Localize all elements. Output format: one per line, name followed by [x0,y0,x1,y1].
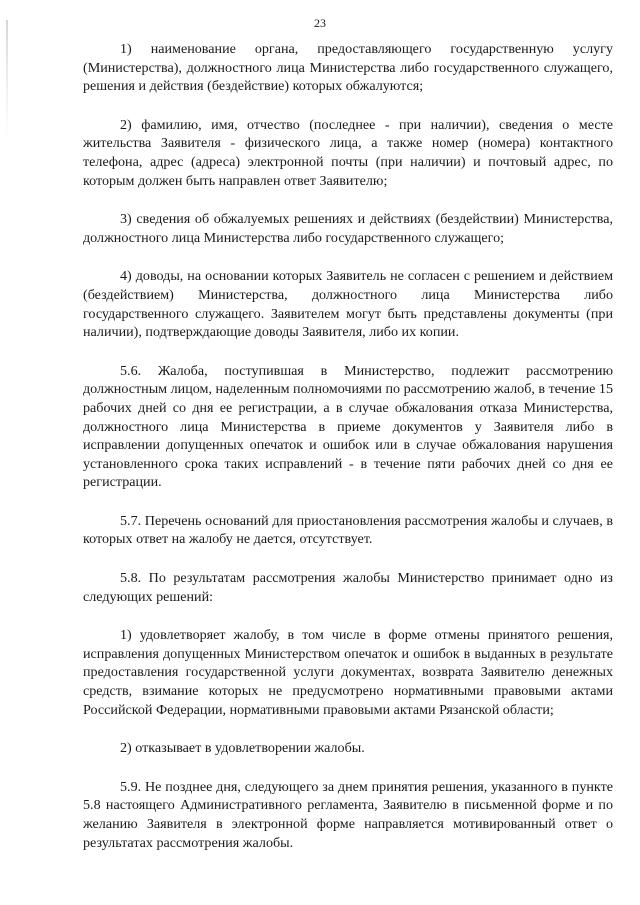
paragraph-5-8-item-1: 1) удовлетворяет жалобу, в том числе в форме отмены принятого решения, исправления допущенных Министерством опечаток и ошибок в выданных в результате предоставления государственной услуги документах, возврата Заявителю денежных средств, взимание которых не предусмотрено нормативными правовыми актами Российской Федерации, нормативными правовыми актами Рязанской области; [83,627,613,718]
paragraph-5-8: 5.8. По результатам рассмотрения жалобы Министерство принимает одно из следующих решений: [83,570,613,605]
paragraph-item-3: 3) сведения об обжалуемых решениях и действиях (бездействии) Министерства, должностного лица Министерства либо государственного служащего; [83,211,613,246]
paragraph-item-2: 2) фамилию, имя, отчество (последнее - при наличии), сведения о месте жительства Заявителя - физического лица, а также номер (номера) контактного телефона, адрес (адреса) электронной почты (при наличии) и почтовый адрес, по которым должен быть направлен ответ Заявителю; [83,116,613,189]
scan-edge-mark [6,20,8,140]
paragraph-5-7: 5.7. Перечень оснований для приостановления рассмотрения жалобы и случаев, в которых ответ на жалобу не дается, отсутствует. [83,512,613,548]
paragraph-5-6: 5.6. Жалоба, поступившая в Министерство, подлежит рассмотрению должностным лицом, наделенным полномочиями по рассмотрению жалоб, в течение 15 рабочих дней со дня ее регистрации, а в случае обжалования отказа Министерства, должностного лица Министерства в приеме документов у Заявителя либо в исправлении допущенных опечаток и ошибок или в случае обжалования нарушения установленного срока таких исправлений - в течение пяти рабочих дней со дня ее регистрации. [83,362,613,491]
paragraph-5-9: 5.9. Не позднее дня, следующего за днем принятия решения, указанного в пункте 5.8 настоящего Административного регламента, Заявителю в письменной форме и по желанию Заявителя в электронной форме направляется мотивированный ответ о результатах рассмотрения жалобы. [83,778,613,851]
document-body [83,40,613,872]
paragraph-item-4: 4) доводы, на основании которых Заявитель не согласен с решением и действием (бездействием) Министерства, должностного лица Министерства либо государственного служащего. Заявителем могут быть представлены документы (при наличии), подтверждающие доводы Заявителя, либо их копии. [83,268,613,341]
page-number: 23 [314,16,326,30]
paragraph-item-1: 1) наименование органа, предоставляющего государственную услугу (Министерства), должностного лица Министерства либо государственного служащего, решения и действия (бездействие) которых обжалуются; [83,41,613,95]
paragraph-5-8-item-2: 2) отказывает в удовлетворении жалобы. [120,740,365,757]
